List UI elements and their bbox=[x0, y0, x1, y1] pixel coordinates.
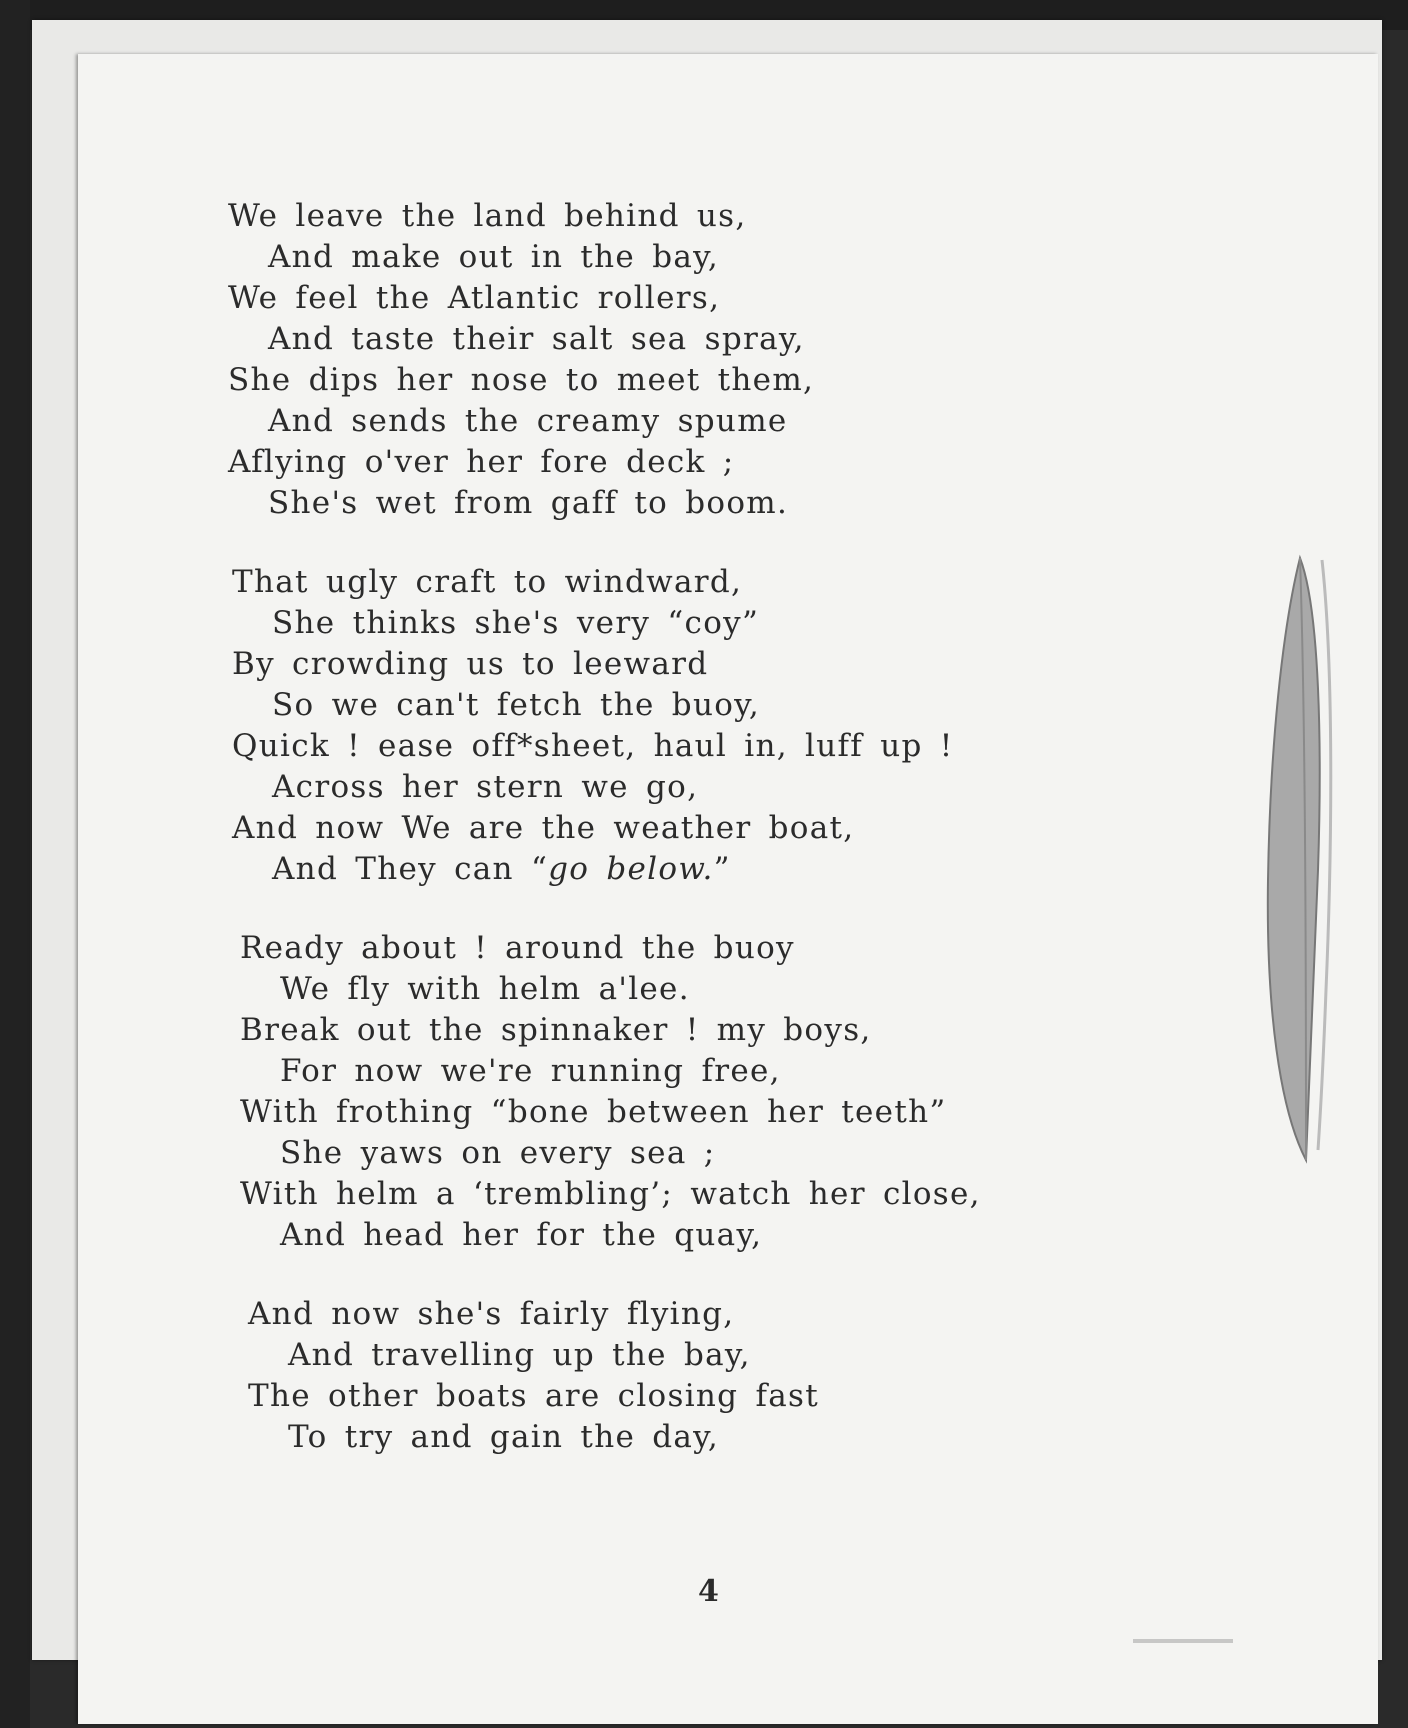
italic-phrase: go below. bbox=[548, 851, 714, 887]
poem-line: Ready about ! around the buoy bbox=[240, 930, 795, 966]
poem-line: And sends the creamy spume bbox=[268, 403, 788, 439]
poem-line: Across her stern we go, bbox=[272, 769, 699, 805]
poem-line: With helm a ‘trembling’; watch her close, bbox=[240, 1176, 981, 1212]
poem bbox=[228, 196, 1128, 1496]
poem-line: We feel the Atlantic rollers, bbox=[228, 280, 721, 316]
poem-line: And now she's fairly flying, bbox=[248, 1296, 735, 1332]
poem-line: She's wet from gaff to boom. bbox=[268, 485, 789, 521]
stanza-2 bbox=[232, 562, 1128, 890]
poem-line: And now We are the weather boat, bbox=[232, 810, 855, 846]
poem-line: She yaws on every sea ; bbox=[280, 1135, 716, 1171]
poem-line: Aflying o'ver her fore deck ; bbox=[228, 444, 735, 480]
book-page bbox=[78, 54, 1378, 1724]
poem-line: By crowding us to leeward bbox=[232, 646, 709, 682]
ink-smudge bbox=[1133, 1639, 1233, 1643]
poem-line: With frothing “bone between her teeth” bbox=[240, 1094, 947, 1130]
stanza-4 bbox=[248, 1294, 1128, 1458]
poem-line: For now we're running free, bbox=[280, 1053, 781, 1089]
poem-line: We fly with helm a'lee. bbox=[280, 971, 690, 1007]
scan-backdrop-left bbox=[0, 0, 30, 1728]
poem-line-final bbox=[232, 849, 1128, 890]
poem-line: And head her for the quay, bbox=[280, 1217, 763, 1253]
poem-line: Break out the spinnaker ! my boys, bbox=[240, 1012, 872, 1048]
poem-line: And travelling up the bay, bbox=[288, 1337, 751, 1373]
poem-line: And make out in the bay, bbox=[268, 239, 719, 275]
poem-line: That ugly craft to windward, bbox=[232, 564, 743, 600]
pressed-leaf-image bbox=[1260, 550, 1350, 1170]
line-text: And They can “ bbox=[272, 851, 549, 887]
stanza-1 bbox=[228, 196, 1128, 524]
poem-line: To try and gain the day, bbox=[288, 1419, 720, 1455]
poem-line: Quick ! ease off*sheet, haul in, luff up ! bbox=[232, 728, 954, 764]
poem-line: And taste their salt sea spray, bbox=[268, 321, 805, 357]
stanza-3 bbox=[240, 928, 1128, 1256]
line-text: ” bbox=[713, 851, 731, 887]
poem-line: She thinks she's very “coy” bbox=[272, 605, 760, 641]
page-number: 4 bbox=[698, 1574, 719, 1609]
poem-line: She dips her nose to meet them, bbox=[228, 362, 815, 398]
poem-line: The other boats are closing fast bbox=[248, 1378, 820, 1414]
poem-line: We leave the land behind us, bbox=[228, 198, 747, 234]
poem-line: So we can't fetch the buoy, bbox=[272, 687, 761, 723]
